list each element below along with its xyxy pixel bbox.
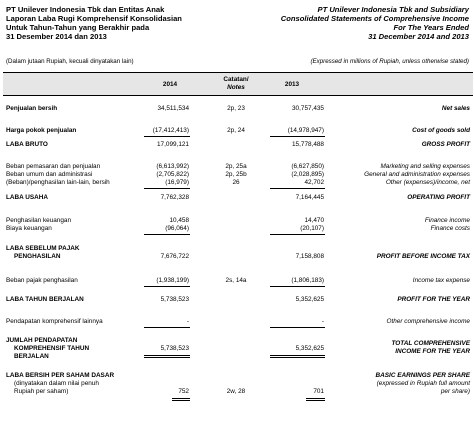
value-2013: 5,352,625: [295, 296, 324, 303]
header-right-company: PT Unilever Indonesia Tbk and Subsidiary: [317, 5, 469, 14]
value-2014: 7,762,328: [160, 194, 189, 201]
value-2014: 5,738,523: [160, 345, 189, 352]
value-2014: (6,613,992): [156, 163, 189, 170]
value-2013: 30,757,435: [292, 105, 324, 112]
header-right-date: 31 December 2014 and 2013: [368, 32, 469, 41]
value-2014: 5,738,523: [160, 296, 189, 303]
value-2014: (2,705,822): [156, 171, 189, 178]
double-underline-eps-2014-a: [172, 398, 190, 399]
row-basic-eps: [0, 372, 474, 396]
label-id-line3: BERJALAN: [14, 353, 49, 360]
double-underline-2013-b: [270, 357, 325, 358]
label-id: LABA SEBELUM PAJAK: [6, 245, 80, 252]
double-underline-2014-a: [144, 355, 190, 356]
value-2013: 15,778,488: [292, 141, 324, 148]
label-id-line2: PENGHASILAN: [14, 253, 61, 260]
label-en: Cost of goods sold: [412, 127, 470, 134]
value-2013: (1,806,183): [291, 277, 324, 284]
underline-2014-finance: [144, 234, 190, 235]
label-id: LABA USAHA: [6, 194, 49, 201]
value-2014: (96,064): [165, 225, 189, 232]
column-2013: 2013: [284, 81, 300, 88]
label-id: Pendapatan komprehensif lainnya: [6, 318, 103, 325]
row-total-comprehensive-income: [0, 337, 474, 361]
header-left-company: PT Unilever Indonesia Tbk dan Entitas Anak: [6, 5, 165, 14]
value-2013: 7,164,445: [295, 194, 324, 201]
label-en: Other comprehensive income: [386, 318, 470, 325]
label-id: Penjualan bersih: [6, 105, 58, 112]
underline-2014-tax: [144, 286, 190, 287]
label-id: Beban pajak penghasilan: [6, 277, 78, 284]
header-right-title: Consolidated Statements of Comprehensive Income: [280, 14, 469, 23]
value-2014: 34,511,534: [157, 105, 189, 112]
value-2014: 17,099,121: [157, 141, 189, 148]
double-underline-eps-2013-a: [306, 398, 325, 399]
value-2013: (14,978,947): [287, 127, 324, 134]
note-ref: 2p, 23: [227, 105, 245, 112]
value-2014: 7,676,722: [160, 253, 189, 260]
underline-2013-other: [270, 188, 325, 189]
label-en: PROFIT FOR THE YEAR: [397, 296, 470, 303]
header-right-period: For The Years Ended: [393, 23, 469, 32]
underline-2013-cogs: [270, 136, 325, 137]
value-2013: 701: [313, 388, 324, 395]
column-notes: [210, 76, 262, 92]
label-en: General and administration expenses: [364, 171, 470, 178]
value-2014: (17,412,413): [152, 127, 189, 134]
value-2014: (16,979): [165, 179, 189, 186]
label-id-sub2: Rupiah per saham): [14, 388, 69, 395]
double-underline-eps-2013-b: [306, 400, 325, 401]
value-2013: (2,028,895): [291, 171, 324, 178]
header-left-title: Laporan Laba Rugi Komprehensif Konsolidasian: [6, 14, 182, 23]
value-2013: (6,627,850): [291, 163, 324, 170]
underline-2013-tax: [270, 286, 325, 287]
label-en: Other (expenses)/income, net: [385, 179, 470, 186]
underline-2014-cogs: [144, 136, 190, 137]
underline-2014-oci: [144, 327, 190, 328]
value-2014: 10,458: [169, 217, 189, 224]
label-en: TOTAL COMPREHENSIVE: [391, 340, 470, 347]
value-2013: 14,470: [304, 217, 324, 224]
label-en: Net sales: [441, 105, 470, 112]
label-en: Finance income: [424, 217, 470, 224]
label-id-sub1: (dinyatakan dalam nilai penuh: [14, 380, 99, 387]
label-id-line2: KOMPREHENSIF TAHUN: [14, 345, 90, 352]
double-underline-eps-2014-b: [172, 400, 190, 401]
header-left-date: 31 Desember 2014 dan 2013: [6, 32, 107, 41]
double-underline-2013-a: [270, 355, 325, 356]
note-ref: 2p, 25b: [225, 171, 247, 178]
note-ref: 2s, 14a: [225, 277, 247, 284]
label-id: (Beban)/penghasilan lain-lain, bersih: [6, 179, 110, 186]
note-ref: 2w, 28: [226, 388, 246, 395]
label-en: BASIC EARNINGS PER SHARE: [375, 372, 470, 379]
label-id: LABA BERSIH PER SAHAM DASAR: [6, 372, 115, 379]
label-en: Income tax expense: [412, 277, 470, 284]
label-en: PROFIT BEFORE INCOME TAX: [376, 253, 470, 260]
value-2013: 42,702: [304, 179, 324, 186]
label-id: LABA TAHUN BERJALAN: [6, 296, 84, 303]
label-en-sub2: per share): [440, 388, 470, 395]
underline-2013-finance: [270, 234, 325, 235]
label-id: Penghasilan keuangan: [6, 217, 72, 224]
label-en-line2: INCOME FOR THE YEAR: [395, 348, 470, 355]
note-ref: 26: [232, 179, 240, 186]
label-en: Finance costs: [430, 225, 470, 232]
underline-2014-other: [144, 188, 190, 189]
header-left: [6, 5, 182, 41]
label-id: JUMLAH PENDAPATAN: [6, 337, 78, 344]
column-2014: 2014: [162, 81, 178, 88]
label-id: Biaya keuangan: [6, 225, 52, 232]
label-id: Harga pokok penjualan: [6, 127, 77, 134]
note-ref: 2p, 24: [227, 127, 245, 134]
column-notes-line1: Catatan/: [223, 76, 249, 83]
value-2014: (1,938,199): [156, 277, 189, 284]
header-right: [281, 5, 469, 41]
label-en-sub1: (expressed in Rupiah full amount: [376, 380, 470, 387]
value-2013: 7,158,808: [295, 253, 324, 260]
header-left-period: Untuk Tahun-Tahun yang Berakhir pada: [6, 23, 150, 32]
note-ref: 2p, 25a: [225, 163, 247, 170]
value-2013: 5,352,625: [295, 345, 324, 352]
row-profit-before-tax: [0, 245, 474, 261]
value-2014: -: [186, 318, 189, 325]
label-id: LABA BRUTO: [6, 141, 48, 148]
underline-2013-oci: [270, 327, 325, 328]
column-notes-line2: Notes: [227, 84, 245, 91]
unit-note-left: (Dalam jutaan Rupiah, kecuali dinyatakan lain): [6, 58, 134, 65]
label-en: OPERATING PROFIT: [407, 194, 470, 201]
label-id: Beban pemasaran dan penjualan: [6, 163, 101, 170]
value-2013: (20,107): [300, 225, 324, 232]
label-en: GROSS PROFIT: [421, 141, 470, 148]
unit-note-right: (Expressed in millions of Rupiah, unless otherwise stated): [310, 58, 469, 65]
header-bottom-rule: [3, 95, 473, 96]
value-2014: 752: [178, 388, 189, 395]
value-2013: -: [321, 318, 324, 325]
label-en: Marketing and selling expenses: [380, 163, 470, 170]
label-id: Beban umum dan administrasi: [6, 171, 93, 178]
double-underline-2014-b: [144, 357, 190, 358]
